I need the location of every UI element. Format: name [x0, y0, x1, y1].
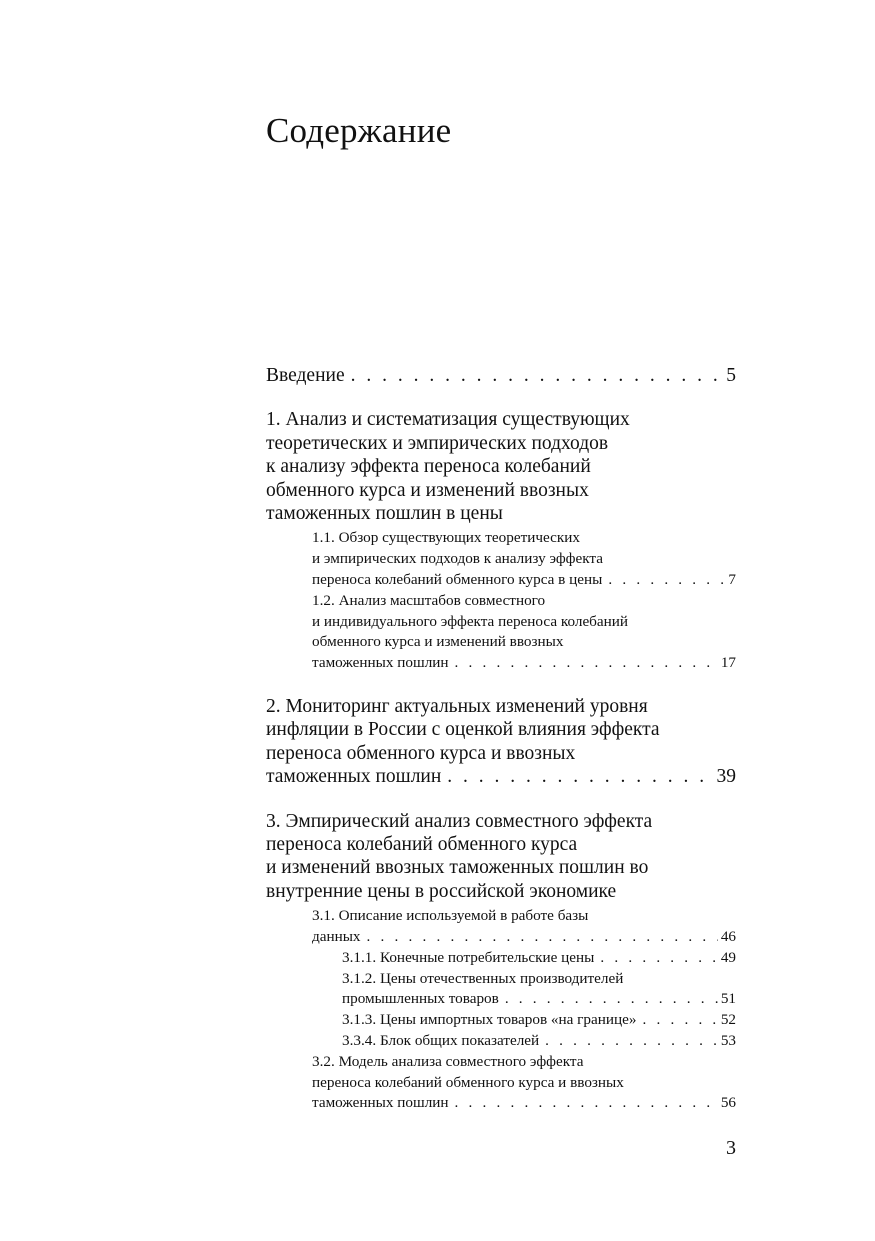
- table-of-contents: [266, 364, 736, 1114]
- leader-dots: [545, 1031, 718, 1052]
- toc-chapter-title-line: переноса колебаний обменного курса: [266, 834, 578, 856]
- toc-section-title-line: данных: [312, 928, 361, 946]
- toc-page-number: 46: [720, 928, 736, 946]
- leader-dots: [367, 927, 718, 948]
- toc-chapter-title-line: инфляции в России с оценкой влияния эффекта: [266, 719, 660, 741]
- toc-chapter-title-line: 3. Эмпирический анализ совместного эффекта: [266, 810, 653, 832]
- toc-section-title-line: 1.1. Обзор существующих теоретических: [312, 529, 580, 547]
- toc-chapter-title-line: обменного курса и изменений ввозных: [266, 479, 589, 501]
- toc-section-title-line: таможенных пошлин: [312, 1094, 449, 1112]
- toc-section-title-line: переноса колебаний обменного курса в цены: [312, 571, 603, 589]
- toc-chapter-title-line: и изменений ввозных таможенных пошлин во: [266, 857, 649, 879]
- toc-section-1-2[interactable]: [312, 591, 736, 674]
- toc-page-number: 17: [720, 654, 736, 672]
- toc-page-number: 49: [720, 948, 736, 966]
- leader-dots: [642, 1010, 717, 1031]
- toc-section-title-line: обменного курса и изменений ввозных: [312, 633, 564, 651]
- toc-page-number: 51: [720, 990, 736, 1008]
- toc-section-title-line: 3.1.3. Цены импортных товаров «на границе»: [342, 1011, 637, 1029]
- toc-page-number: 53: [720, 1032, 736, 1050]
- toc-subsection-3-1-3[interactable]: [342, 1010, 736, 1031]
- toc-section-3-1[interactable]: [312, 906, 736, 948]
- leader-dots: [455, 653, 718, 674]
- leader-dots: [505, 989, 718, 1010]
- page-number: 3: [726, 1137, 736, 1159]
- toc-section-title-line: промышленных товаров: [342, 990, 499, 1008]
- toc-subsection-3-3-4[interactable]: [342, 1031, 736, 1052]
- toc-section-title-line: 3.3.4. Блок общих показателей: [342, 1032, 540, 1050]
- toc-section-title-line: 3.1.2. Цены отечественных производителей: [342, 969, 624, 987]
- leader-dots: [351, 364, 724, 387]
- toc-section-title-line: таможенных пошлин: [312, 654, 449, 672]
- toc-page-number: 5: [726, 365, 736, 386]
- leader-dots: [447, 765, 713, 788]
- toc-chapter-title-line: переноса обменного курса и ввозных: [266, 742, 576, 764]
- toc-subsection-3-1-2[interactable]: [342, 969, 736, 1011]
- toc-page-number: 39: [716, 766, 736, 788]
- leader-dots: [600, 948, 717, 969]
- toc-section-title-line: 1.2. Анализ масштабов совместного: [312, 591, 546, 609]
- toc-entry-introduction[interactable]: [266, 364, 736, 387]
- toc-chapter-3[interactable]: [266, 810, 736, 904]
- toc-subsection-3-1-1[interactable]: [342, 948, 736, 969]
- toc-section-title-line: 3.1.1. Конечные потребительские цены: [342, 948, 595, 966]
- toc-section-title-line: переноса колебаний обменного курса и ввозных: [312, 1073, 624, 1091]
- page-title: Содержание: [266, 111, 452, 150]
- toc-chapter-title-line: 2. Мониторинг актуальных изменений уровня: [266, 696, 648, 718]
- toc-page-number: 56: [720, 1094, 736, 1112]
- leader-dots: [455, 1093, 718, 1114]
- toc-section-3-2[interactable]: [312, 1052, 736, 1114]
- toc-chapter-title-line: 1. Анализ и систематизация существующих: [266, 409, 630, 431]
- toc-chapter-1[interactable]: [266, 408, 736, 525]
- toc-section-title-line: 3.2. Модель анализа совместного эффекта: [312, 1052, 584, 1070]
- toc-chapter-title-line: теоретических и эмпирических подходов: [266, 432, 609, 454]
- toc-section-title-line: и эмпирических подходов к анализу эффекта: [312, 550, 603, 568]
- toc-chapter-2[interactable]: [266, 695, 736, 789]
- toc-chapter-title-line: внутренние цены в российской экономике: [266, 880, 617, 902]
- toc-chapter-title-line: таможенных пошлин: [266, 766, 442, 788]
- toc-page-number: 52: [720, 1011, 736, 1029]
- toc-page-number: 7: [728, 571, 736, 589]
- leader-dots: [608, 570, 725, 591]
- toc-entry-title: Введение: [266, 365, 345, 386]
- toc-chapter-title-line: к анализу эффекта переноса колебаний: [266, 456, 591, 478]
- toc-section-title-line: и индивидуального эффекта переноса колебаний: [312, 612, 629, 630]
- toc-chapter-title-line: таможенных пошлин в цены: [266, 503, 503, 525]
- toc-section-1-1[interactable]: [312, 528, 736, 590]
- toc-section-title-line: 3.1. Описание используемой в работе базы: [312, 907, 589, 925]
